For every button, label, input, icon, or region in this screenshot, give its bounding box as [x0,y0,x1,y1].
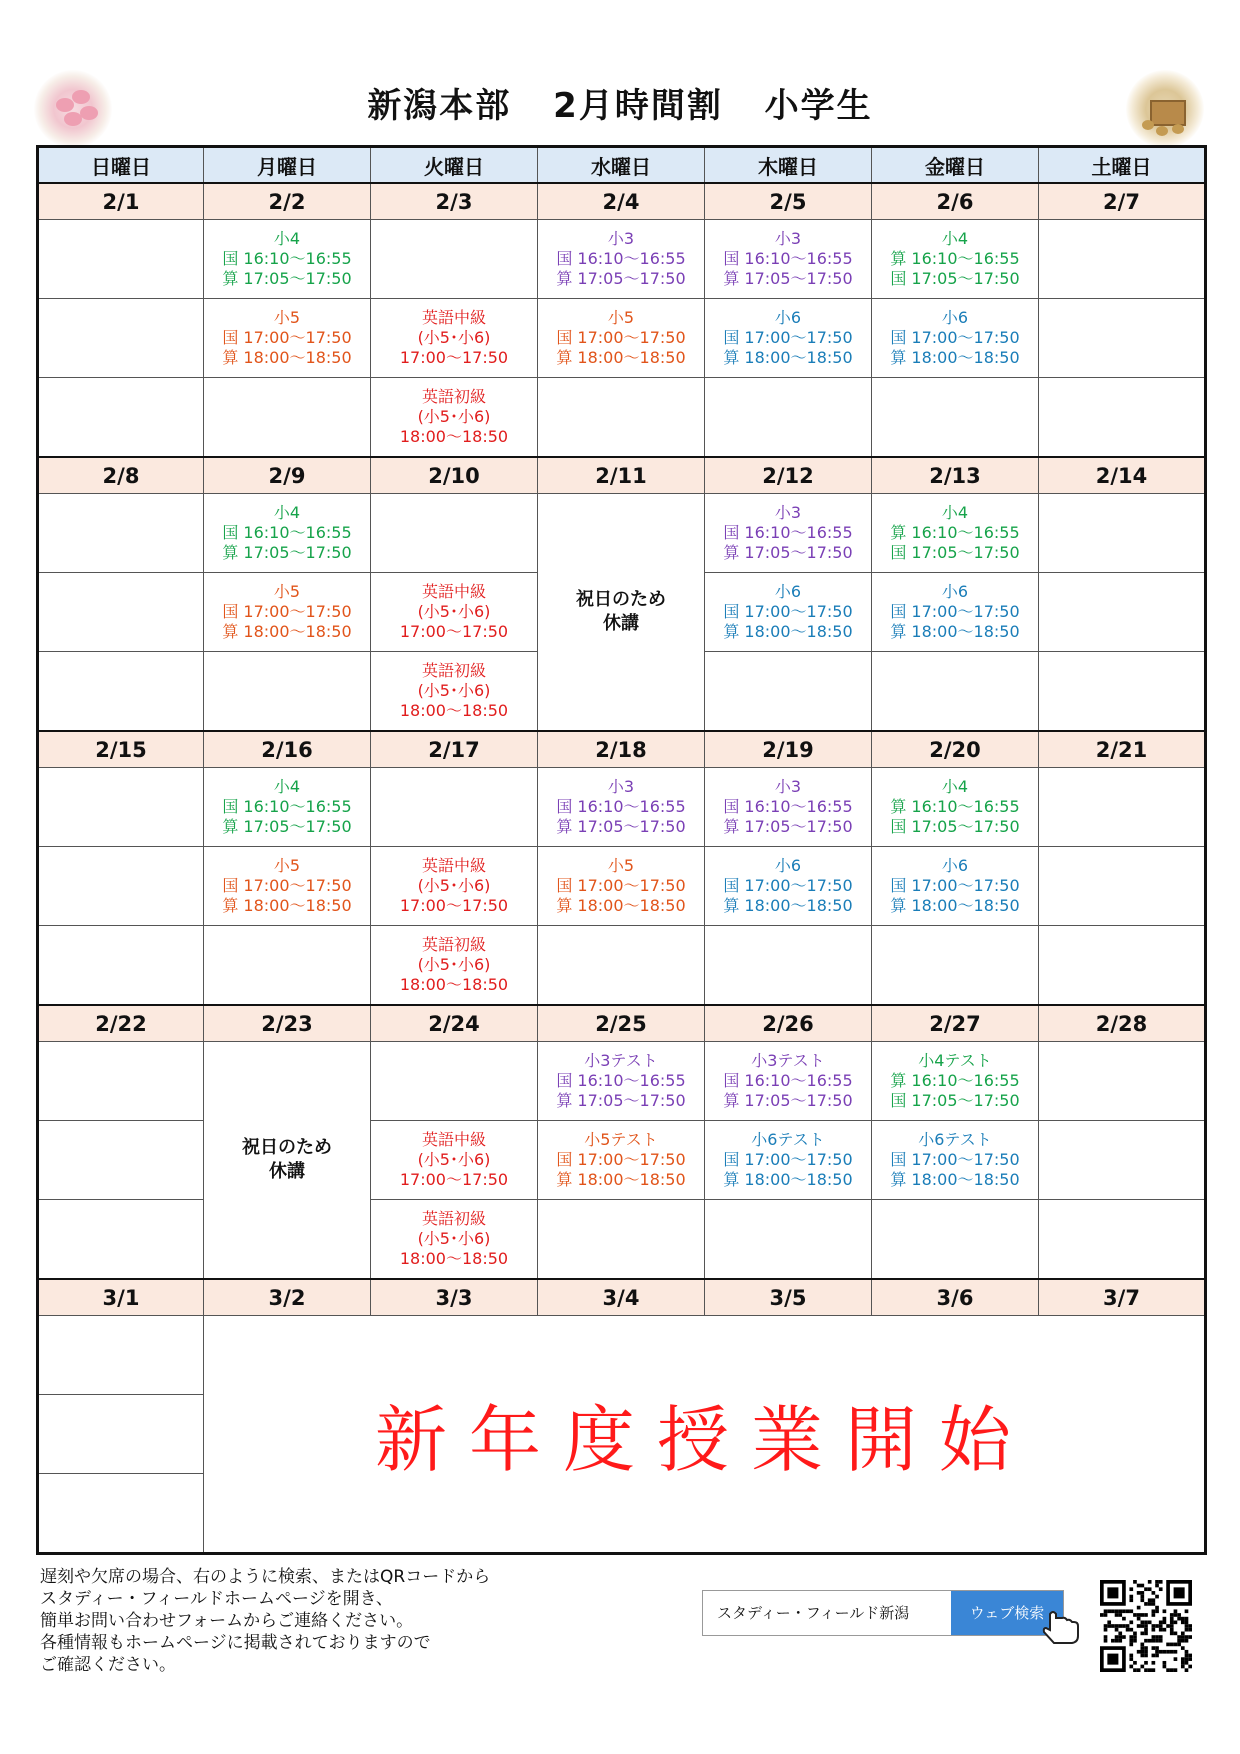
class-slot [371,1200,538,1280]
class-time: 国 17:05～17:50 [890,269,1020,288]
pointer-hand-icon [1042,1610,1082,1646]
date-cell-mon: 2/9 [204,457,371,494]
class-title: 小4テスト [918,1051,992,1070]
date-cell-thu: 2/12 [705,457,872,494]
class-time: 17:00～17:50 [399,1170,509,1189]
class-time: 17:00～17:50 [399,622,509,641]
class-time: 国 17:00～17:50 [556,876,686,895]
class-slot [538,1042,705,1121]
date-cell-sat: 2/14 [1039,457,1206,494]
class-time: 国 17:00～17:50 [222,876,352,895]
slot-row [38,1042,1206,1121]
empty-slot [1039,1121,1206,1200]
class-time: 算 18:00～18:50 [222,896,352,915]
date-cell-sun: 2/8 [38,457,204,494]
class-slot [705,573,872,652]
date-row [38,731,1206,768]
class-title: 小6 [941,856,969,875]
class-time: 18:00～18:50 [399,427,509,446]
class-time: 算 17:05～17:50 [222,817,352,836]
class-title: 英語初級 [421,387,486,406]
slot-row [38,494,1206,573]
empty-slot [705,652,872,732]
weekday-monday: 月曜日 [204,147,371,184]
empty-slot [538,378,705,458]
class-title: 小6 [774,582,802,601]
date-cell-tue: 2/17 [371,731,538,768]
class-slot [371,1121,538,1200]
date-cell-thu: 2/19 [705,731,872,768]
class-time: 算 16:10～16:55 [890,1071,1020,1090]
class-slot [538,768,705,847]
class-time: 算 17:05～17:50 [556,269,686,288]
class-time: 国 16:10～16:55 [222,797,352,816]
date-row [38,183,1206,220]
class-time: 国 16:10～16:55 [556,249,686,268]
empty-slot [538,1200,705,1280]
empty-slot [1039,378,1206,458]
class-time: 国 17:00～17:50 [556,1150,686,1169]
page-title [0,78,1240,127]
empty-slot [38,494,204,573]
date-cell-mon: 2/23 [204,1005,371,1042]
class-title: 小3 [774,503,802,522]
weekday-header-row [38,147,1206,184]
class-time: (小5･小6) [417,1229,491,1248]
class-title: 小5テスト [584,1130,658,1149]
class-time: (小5･小6) [417,602,491,621]
class-time: 算 17:05～17:50 [723,1091,853,1110]
title-grade: 小学生 [764,86,873,126]
class-title: 小5 [273,582,301,601]
empty-slot [705,926,872,1006]
class-title: 英語中級 [421,308,486,327]
class-title: 小5 [607,308,635,327]
empty-slot [705,1200,872,1280]
class-time: 国 17:05～17:50 [890,817,1020,836]
contact-note-line: スタディー・フィールドホームページを開き、 [40,1589,393,1609]
class-slot [371,299,538,378]
class-time: 国 16:10～16:55 [723,1071,853,1090]
class-slot [538,1121,705,1200]
class-slot [872,847,1039,926]
class-slot [872,573,1039,652]
class-slot [705,1042,872,1121]
class-time: 算 17:05～17:50 [556,817,686,836]
empty-slot [1039,1042,1206,1121]
date-cell-sun: 3/1 [38,1279,204,1316]
title-branch: 新潟本部 [367,86,512,126]
empty-slot [38,1042,204,1121]
class-slot [204,220,371,299]
empty-slot [38,768,204,847]
timetable [36,145,1207,1555]
class-slot [204,299,371,378]
weekday-tuesday: 火曜日 [371,147,538,184]
empty-slot [38,1395,204,1474]
class-slot [371,847,538,926]
class-time: 18:00～18:50 [399,701,509,720]
class-slot [872,1121,1039,1200]
slot-row [38,299,1206,378]
class-title: 小3 [774,777,802,796]
class-slot [705,1121,872,1200]
contact-note-line: 簡単お問い合わせフォームからご連絡ください。 [40,1611,414,1631]
date-cell-fri: 2/20 [872,731,1039,768]
date-cell-fri: 2/13 [872,457,1039,494]
empty-slot [1039,847,1206,926]
class-slot [872,1042,1039,1121]
web-search-button[interactable]: ウェブ検索 [951,1591,1063,1635]
class-time: 算 18:00～18:50 [723,622,853,641]
class-time: 国 16:10～16:55 [723,797,853,816]
date-row [38,1279,1206,1316]
qr-code-icon[interactable] [1100,1580,1192,1672]
empty-slot [38,926,204,1006]
holiday-text: 休講 [603,613,639,634]
class-time: 国 17:00～17:50 [890,876,1020,895]
date-cell-mon: 2/16 [204,731,371,768]
empty-slot [872,1200,1039,1280]
empty-slot [538,926,705,1006]
class-time: 算 17:05～17:50 [222,543,352,562]
class-time: 国 16:10～16:55 [556,797,686,816]
class-slot [371,573,538,652]
class-time: 算 18:00～18:50 [723,348,853,367]
class-slot [872,220,1039,299]
empty-slot [1039,768,1206,847]
setsubun-beans-icon [1126,70,1204,148]
class-slot [204,494,371,573]
class-time: 算 18:00～18:50 [222,348,352,367]
class-time: (小5･小6) [417,1150,491,1169]
empty-slot [371,494,538,573]
contact-note [40,1566,660,1676]
class-time: 算 17:05～17:50 [723,817,853,836]
date-cell-tue: 2/10 [371,457,538,494]
holiday-text: 祝日のため [576,589,666,610]
empty-slot [38,1316,204,1395]
class-time: 算 18:00～18:50 [723,896,853,915]
empty-slot [204,378,371,458]
class-slot [204,847,371,926]
class-time: 算 18:00～18:50 [890,348,1020,367]
contact-note-line: 遅刻や欠席の場合、右のように検索、またはQRコードから [40,1567,491,1587]
class-slot [705,299,872,378]
date-cell-wed: 2/4 [538,183,705,220]
class-time: (小5･小6) [417,876,491,895]
empty-slot [371,220,538,299]
date-cell-thu: 2/26 [705,1005,872,1042]
weekday-wednesday: 水曜日 [538,147,705,184]
class-slot [538,299,705,378]
class-slot [872,494,1039,573]
class-slot [538,847,705,926]
date-cell-fri: 2/6 [872,183,1039,220]
class-time: 算 18:00～18:50 [890,896,1020,915]
class-time: 18:00～18:50 [399,975,509,994]
date-cell-wed: 2/11 [538,457,705,494]
class-title: 小4 [273,229,301,248]
weekday-thursday: 木曜日 [705,147,872,184]
date-cell-mon: 3/2 [204,1279,371,1316]
empty-slot [371,768,538,847]
class-time: 算 16:10～16:55 [890,249,1020,268]
class-time: 算 18:00～18:50 [222,622,352,641]
date-cell-sat: 2/21 [1039,731,1206,768]
empty-slot [1039,652,1206,732]
class-title: 英語初級 [421,935,486,954]
class-title: 小3 [774,229,802,248]
class-title: 英語中級 [421,856,486,875]
class-time: 国 16:10～16:55 [723,523,853,542]
class-slot [705,847,872,926]
date-cell-tue: 3/3 [371,1279,538,1316]
class-slot [204,573,371,652]
class-time: 国 17:00～17:50 [723,1150,853,1169]
date-cell-sun: 2/15 [38,731,204,768]
class-time: 算 18:00～18:50 [556,1170,686,1189]
date-cell-tue: 2/24 [371,1005,538,1042]
class-slot [705,494,872,573]
slot-row [38,768,1206,847]
class-time: 算 18:00～18:50 [890,1170,1020,1189]
slot-row [38,847,1206,926]
class-time: 国 17:00～17:50 [556,328,686,347]
empty-slot [38,299,204,378]
class-time: 17:00～17:50 [399,896,509,915]
empty-slot [371,1042,538,1121]
holiday-text: 祝日のため [242,1137,332,1158]
class-title: 小6テスト [751,1130,825,1149]
class-time: 算 17:05～17:50 [222,269,352,288]
class-title: 英語初級 [421,1209,486,1228]
class-time: 算 18:00～18:50 [890,622,1020,641]
class-title: 英語中級 [421,1130,486,1149]
class-title: 小4 [941,777,969,796]
empty-slot [1039,573,1206,652]
empty-slot [1039,220,1206,299]
empty-slot [204,926,371,1006]
class-slot [872,768,1039,847]
search-input[interactable]: スタディー・フィールド新潟 [703,1591,951,1635]
holiday-cell [538,494,705,732]
empty-slot [38,220,204,299]
holiday-cell [204,1042,371,1280]
date-cell-thu: 3/5 [705,1279,872,1316]
class-title: 英語中級 [421,582,486,601]
slot-row [38,378,1206,458]
class-title: 小6 [941,582,969,601]
empty-slot [38,652,204,732]
class-title: 小4 [273,777,301,796]
contact-note-line: ご確認ください。 [40,1655,176,1675]
class-time: 国 17:00～17:50 [723,602,853,621]
empty-slot [1039,1200,1206,1280]
class-title: 小4 [941,503,969,522]
class-time: 国 17:00～17:50 [222,602,352,621]
date-cell-mon: 2/2 [204,183,371,220]
class-time: 18:00～18:50 [399,1249,509,1268]
search-box [702,1590,1064,1636]
class-time: 国 17:00～17:50 [890,602,1020,621]
empty-slot [38,1200,204,1280]
date-row [38,1005,1206,1042]
class-slot [371,378,538,458]
class-slot [872,299,1039,378]
empty-slot [38,847,204,926]
class-title: 小3テスト [751,1051,825,1070]
class-slot [705,768,872,847]
slot-row [38,1316,1206,1395]
empty-slot [1039,926,1206,1006]
class-title: 小6 [774,308,802,327]
class-slot [371,652,538,732]
class-slot [204,768,371,847]
date-cell-tue: 2/3 [371,183,538,220]
class-title: 小4 [273,503,301,522]
empty-slot [872,926,1039,1006]
class-time: 算 18:00～18:50 [556,348,686,367]
class-time: 算 16:10～16:55 [890,523,1020,542]
class-title: 小6 [941,308,969,327]
class-time: 国 16:10～16:55 [556,1071,686,1090]
date-cell-wed: 3/4 [538,1279,705,1316]
class-time: 算 17:05～17:50 [556,1091,686,1110]
class-title: 小3 [607,229,635,248]
slot-row [38,220,1206,299]
class-time: 国 16:10～16:55 [222,249,352,268]
slot-row [38,926,1206,1006]
weekday-friday: 金曜日 [872,147,1039,184]
class-slot [538,220,705,299]
empty-slot [204,652,371,732]
class-title: 小3 [607,777,635,796]
class-time: 国 17:00～17:50 [890,328,1020,347]
date-cell-sun: 2/1 [38,183,204,220]
date-row [38,457,1206,494]
date-cell-sat: 2/28 [1039,1005,1206,1042]
date-cell-wed: 2/25 [538,1005,705,1042]
new-year-text: 新年度授業開始 [374,1398,1033,1482]
class-time: 国 16:10～16:55 [723,249,853,268]
empty-slot [872,652,1039,732]
class-slot [371,926,538,1006]
class-time: (小5･小6) [417,407,491,426]
class-time: 算 17:05～17:50 [723,269,853,288]
class-time: 算 18:00～18:50 [723,1170,853,1189]
empty-slot [38,1121,204,1200]
empty-slot [38,1474,204,1554]
weekday-saturday: 土曜日 [1039,147,1206,184]
class-time: 国 17:00～17:50 [723,876,853,895]
class-title: 小5 [607,856,635,875]
weekday-sunday: 日曜日 [38,147,204,184]
class-time: 算 17:05～17:50 [723,543,853,562]
class-time: 国 17:05～17:50 [890,1091,1020,1110]
class-time: 算 18:00～18:50 [556,896,686,915]
class-time: 国 17:05～17:50 [890,543,1020,562]
date-cell-wed: 2/18 [538,731,705,768]
empty-slot [1039,299,1206,378]
class-time: (小5･小6) [417,328,491,347]
class-title: 小6テスト [918,1130,992,1149]
class-time: (小5･小6) [417,681,491,700]
class-time: 国 17:00～17:50 [723,328,853,347]
date-cell-sun: 2/22 [38,1005,204,1042]
holiday-text: 休講 [269,1161,305,1182]
class-time: 国 17:00～17:50 [222,328,352,347]
new-year-notice [204,1316,1206,1554]
class-title: 英語初級 [421,661,486,680]
class-time: 国 17:00～17:50 [890,1150,1020,1169]
date-cell-fri: 3/6 [872,1279,1039,1316]
class-slot [705,220,872,299]
date-cell-thu: 2/5 [705,183,872,220]
class-title: 小5 [273,856,301,875]
empty-slot [872,378,1039,458]
empty-slot [38,573,204,652]
class-time: 17:00～17:50 [399,348,509,367]
class-title: 小3テスト [584,1051,658,1070]
empty-slot [1039,494,1206,573]
class-title: 小4 [941,229,969,248]
date-cell-sat: 2/7 [1039,183,1206,220]
contact-note-line: 各種情報もホームページに掲載されておりますので [40,1633,431,1653]
empty-slot [705,378,872,458]
date-cell-sat: 3/7 [1039,1279,1206,1316]
empty-slot [38,378,204,458]
class-time: (小5･小6) [417,955,491,974]
cherry-blossom-icon [34,70,112,148]
class-title: 小6 [774,856,802,875]
class-title: 小5 [273,308,301,327]
date-cell-fri: 2/27 [872,1005,1039,1042]
class-time: 算 16:10～16:55 [890,797,1020,816]
title-month: 2月時間割 [553,86,723,126]
class-time: 国 16:10～16:55 [222,523,352,542]
